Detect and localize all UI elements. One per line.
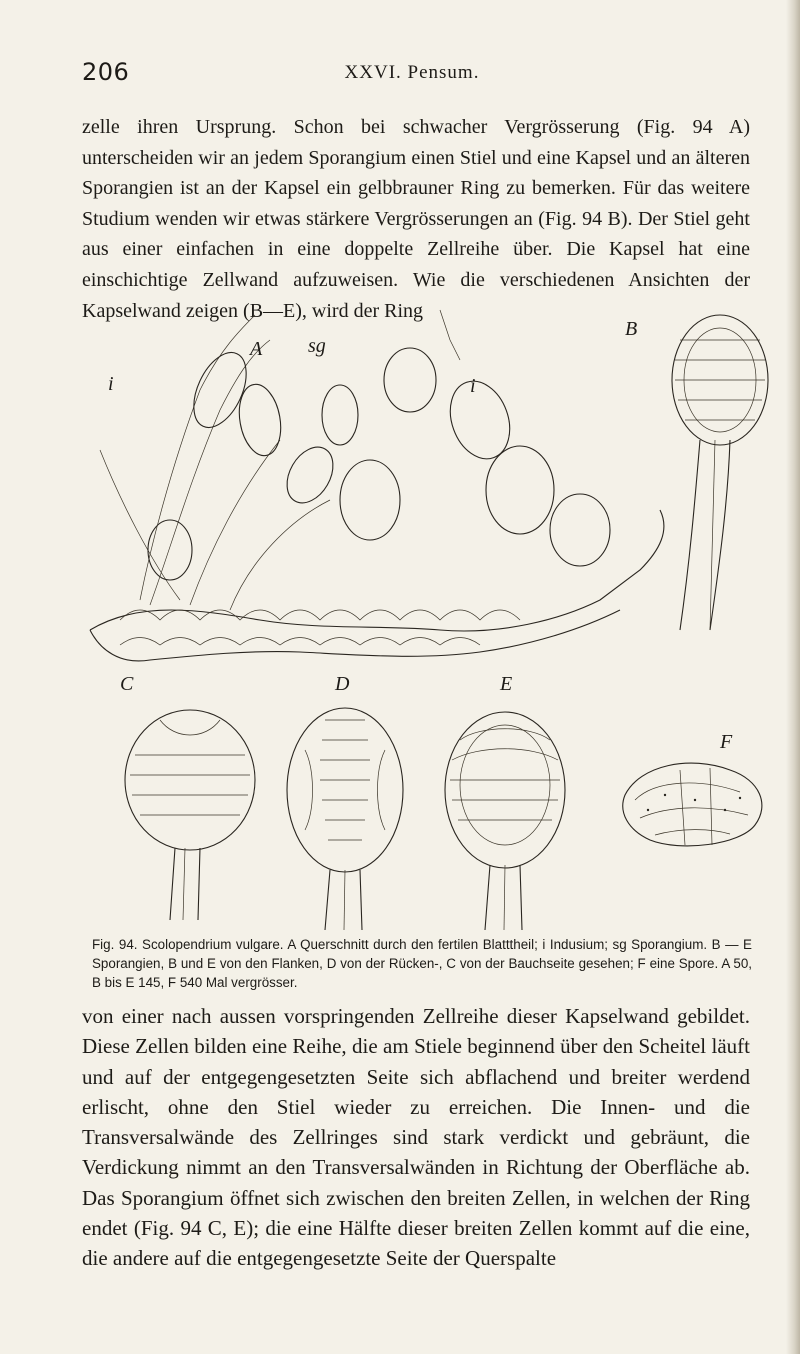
- figure-e-sporangium: [445, 673, 565, 930]
- caption-text: Fig. 94. Scolopendrium vulgare. A Querschnitt durch den fertilen Blatttheil; i Indusium; sg Sporangium. B — E Sporangien, B und E von den Flanken, D von der Rücken-, C von der Bauchseite gesehen; F eine Spore. A 50, B bis E 145, F 540 Mal vergrösser.: [92, 937, 752, 990]
- figure-94: [80, 300, 800, 940]
- label-e: E: [500, 673, 513, 695]
- label-b: B: [625, 318, 638, 340]
- running-title: XXVI. Pensum.: [344, 62, 480, 83]
- label-a: A: [250, 338, 263, 360]
- figure-d-sporangium: [287, 673, 403, 930]
- label-i-left: i: [108, 373, 114, 395]
- figure-c-sporangium: [120, 673, 255, 920]
- figure-b-sporangium: [625, 315, 768, 630]
- figure-a-cross-section: [90, 310, 664, 661]
- figure-f-spore: [623, 731, 762, 846]
- label-c: C: [120, 673, 134, 695]
- label-sg: sg: [308, 335, 326, 357]
- figure-caption: [92, 935, 752, 992]
- label-i-right: i: [470, 375, 476, 397]
- label-d: D: [335, 673, 350, 695]
- figure-drawing: [80, 300, 800, 935]
- label-f: F: [720, 731, 733, 753]
- page-header: [82, 58, 742, 88]
- page-number: 206: [82, 58, 130, 86]
- paragraph-top: zelle ihren Ursprung. Schon bei schwacher Vergrösserung (Fig. 94 A) unterscheiden wir an jedem Sporangium einen Stiel und eine Kapsel und an älteren Sporangien ist an der Kapsel ein gelbbrauner Ring zu bemerken. Für das weitere Studium wenden wir etwas stärkere Vergrösserungen an (Fig. 94 B). Der Stiel geht aus einer einfachen in eine doppelte Zellreihe über. Die Kapsel hat eine einschichtige Zellwand aufzuweisen. Wie die verschiedenen Ansichten der Kapselwand zeigen (B—E), wird der Ring: [82, 116, 750, 322]
- paragraph-bottom: von einer nach aussen vorspringenden Zellreihe dieser Kapselwand gebildet. Diese Zellen bilden eine Reihe, die am Stiele beginnend über den Scheitel läuft und auf der entgegengesetzten Seite sich abflachend und breiter werdend erlischt, ohne den Stiel wieder zu erreichen. Die Innen- und die Transversalwände des Zellringes sind stark verdickt und gebräunt, die Verdickung nimmt an den Transversalwänden in Richtung der Oberfläche ab. Das Sporangium öffnet sich zwischen den breiten Zellen, in welchen der Ring endet (Fig. 94 C, E); die eine Hälfte dieser breiten Zellen kommt auf die eine, die andere auf die entgegengesetzte Seite der Querspalte: [82, 1004, 750, 1271]
